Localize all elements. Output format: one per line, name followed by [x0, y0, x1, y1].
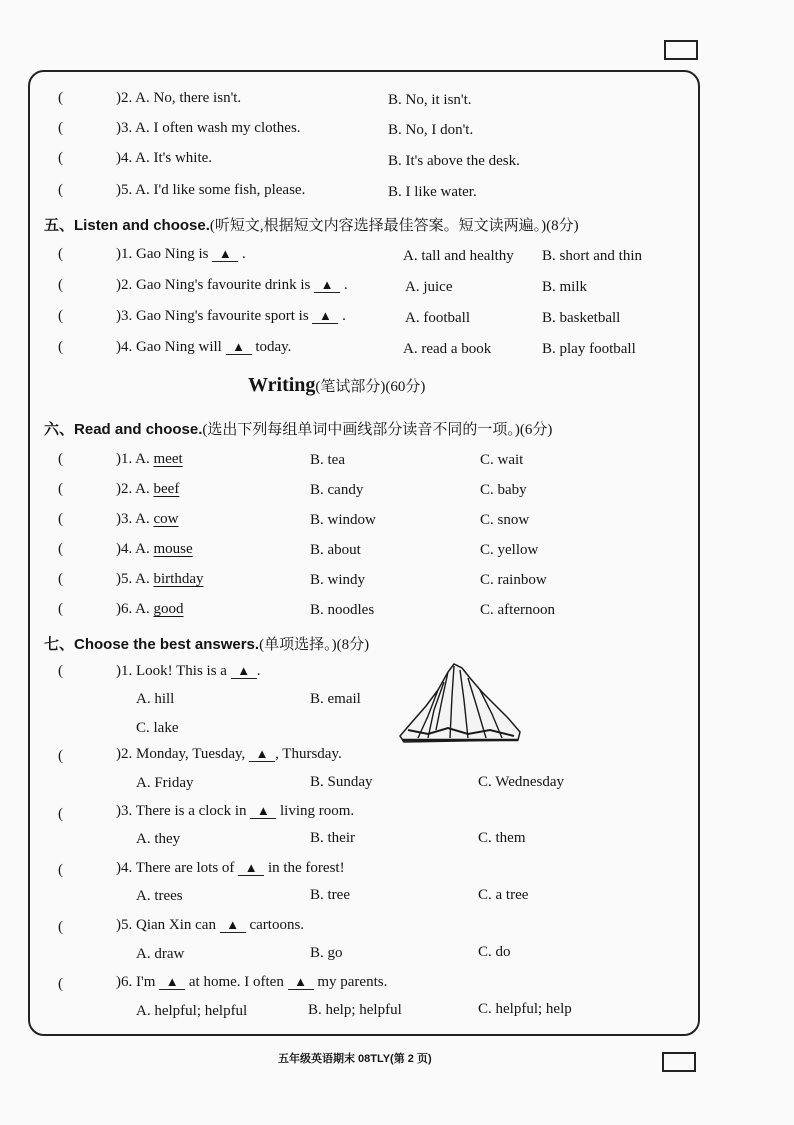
answer-blank: ▲ [231, 664, 257, 679]
section-5-heading: 五、Listen and choose.(听短文,根据短文内容选择最佳答案。短文读两遍。)(8分) [44, 217, 579, 234]
answer-blank: ▲ [212, 247, 238, 262]
answer-blank: ▲ [288, 975, 314, 990]
answer-blank: ▲ [312, 309, 338, 324]
writing-title: Writing(笔试部分)(60分) [248, 374, 426, 396]
corner-box-bottom [662, 1052, 696, 1072]
page-footer: 五年级英语期末 08TLY(第 2 页) [278, 1053, 432, 1065]
answer-blank: ▲ [220, 918, 246, 933]
answer-blank: ▲ [249, 747, 275, 762]
answer-blank: ▲ [159, 975, 185, 990]
answer-blank: ▲ [238, 861, 264, 876]
mountain-picture [398, 660, 522, 744]
corner-box-top [664, 40, 698, 60]
section-6-heading: 六、Read and choose.(选出下列每组单词中画线部分读音不同的一项。)(6分) [44, 421, 553, 438]
answer-blank: ▲ [250, 804, 276, 819]
answer-blank: ▲ [314, 278, 340, 293]
answer-blank: ▲ [226, 340, 252, 355]
section-7-heading: 七、Choose the best answers.(单项选择。)(8分) [44, 636, 370, 653]
